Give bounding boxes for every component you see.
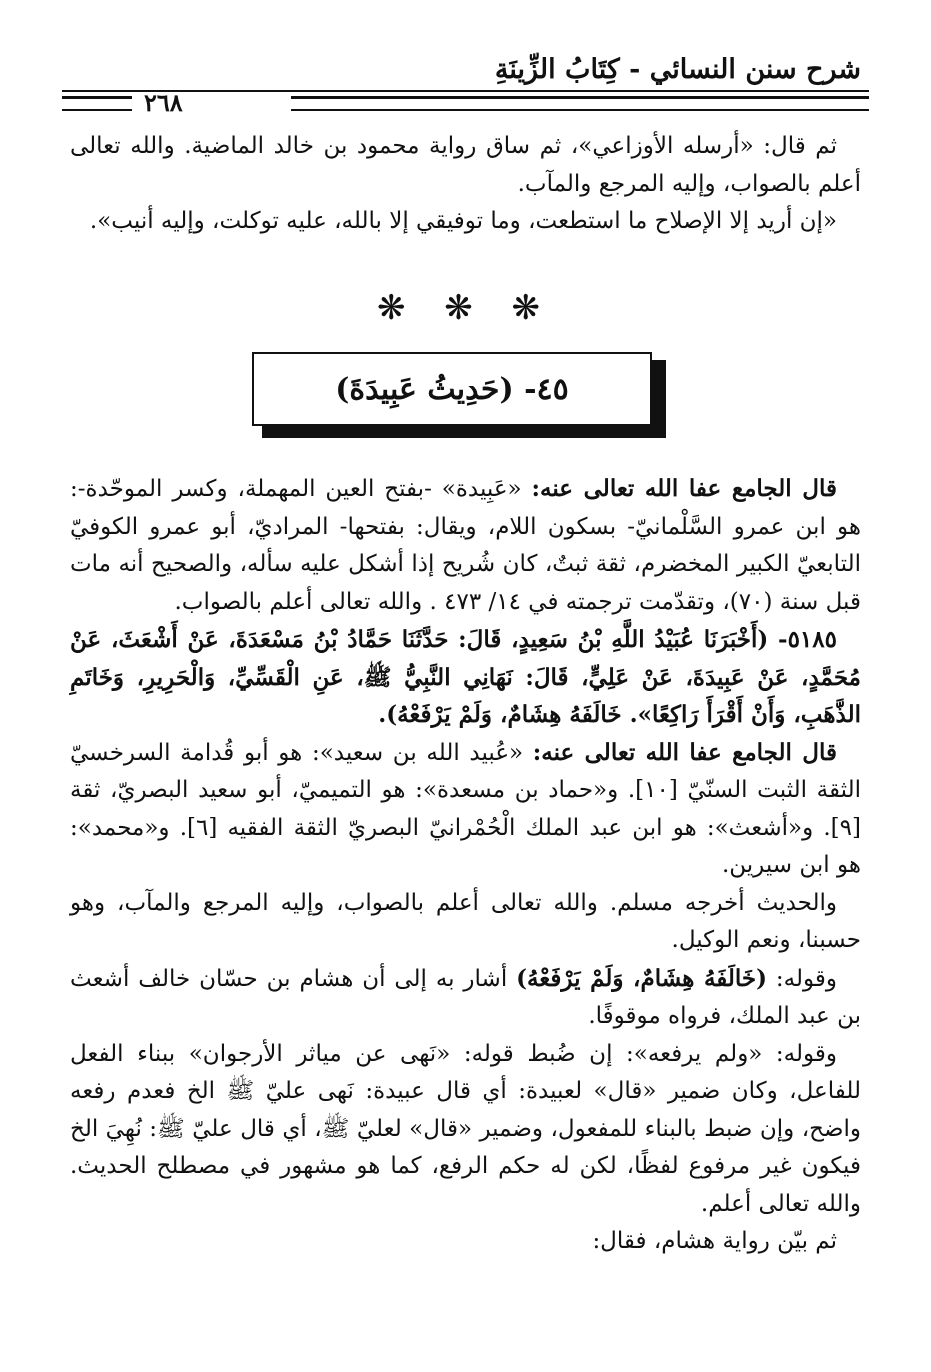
commentary-paragraph-1 [70,470,861,621]
commentary-paragraph-6: ثم بيّن رواية هشام، فقال: [592,1228,837,1254]
commentary-text: «عُبيد الله بن سعيد»: هو أبو قُدامة السرخسيّ الثقة الثبت السنّيّ [١٠]. و«حماد بن مسعدة»: هو التميميّ، أبو سعيد البصريّ، ثقة [٩]. و«أشعث»: هو ابن عبد الملك الْحُمْرانيّ البصريّ الثقة الفقيه [٦]. و«محمد»: هو ابن سيرين. [70,739,861,878]
page-number: ٢٦٨ [144,88,183,117]
section-title: ٤٥- (حَدِيثُ عَبِيدَةَ) [335,371,569,407]
quoted-phrase: (خَالَفَهُ هِشَامٌ، وَلَمْ يَرْفَعْهُ) [516,964,768,992]
header-double-rule-left [62,96,132,111]
section-title-box [252,352,652,426]
running-title: شرح سنن النسائي - كِتَابُ الزِّينَةِ [494,54,861,85]
section-separator: ❋ ❋ ❋ [376,288,555,328]
main-text [70,470,861,1261]
commentary-paragraph-4 [70,960,861,1036]
hadith-text: ٥١٨٥- (أَخْبَرَنَا عُبَيْدُ اللَّهِ بْنُ سَعِيدٍ، قَالَ: حَدَّثَنَا حَمَّادُ بْنُ مَسْعَدَةَ، عَنْ أَشْعَثَ، عَنْ مُحَمَّدٍ، عَنْ عَبِيدَةَ، عَنْ عَلِيٍّ، قَالَ: نَهَانِي النَّبِيُّ ﷺ، عَنِ الْقَسِّيِّ، وَالْحَرِيرِ، وَخَاتَمِ الذَّهَبِ، وَأَنْ أَقْرَأَ رَاكِعًا». خَالَفَهُ هِشَامٌ، وَلَمْ يَرْفَعْهُ). [70,626,861,728]
commentary-paragraph-2 [70,734,861,885]
commentary-text: «عَبِيدة» -بفتح العين المهملة، وكسر الموحّدة-: هو ابن عمرو السَّلْمانيّ- بسكون اللام، ويقال: بفتحها- المراديّ، أبو عمرو الكوفيّ التابعيّ الكبير المخضرم، ثقة ثبتٌ، كان شُريح إذا أشكل عليه سأله، والصحيح أنه مات قبل سنة (٧٠)، وتقدّمت ترجمته في ١٤/ ٤٧٣ . والله تعالى أعلم بالصواب. [70,476,861,615]
intro-text [70,128,861,241]
header-rules [62,88,869,117]
page-header [62,52,869,117]
commentary-paragraph-5: وقوله: «ولم يرفعه»: إن ضُبط قوله: «نَهى عن مياثر الأرجوان» ببناء الفعل للفاعل، وكان ضمير «قال» لعبيدة: أي قال عبيدة: نَهى عليّ ﷺ الخ فعدم رفعه واضح، وإن ضبط بالبناء للمفعول، وضمير «قال» لعليّ ﷺ، أي قال عليّ ﷺ: نُهِيَ الخ فيكون غير مرفوع لفظًا، لكن له حكم الرفع، كما هو مشهور في مصطلح الحديث. والله تعالى أعلم. [70,1040,861,1217]
intro-paragraph-2: «إن أريد إلا الإصلاح ما استطعت، وما توفيقي إلا بالله، عليه توكلت، وإليه أنيب». [89,208,837,234]
commentary-lead: قال الجامع عفا الله تعالى عنه: [532,738,837,766]
header-double-rule-right [291,96,869,111]
commentary-paragraph-3: والحديث أخرجه مسلم. والله تعالى أعلم بالصواب، وإليه المرجع والمآب، وهو حسبنا، ونعم الوكيل. [70,889,861,953]
commentary-prefix: وقوله: [767,965,837,992]
intro-paragraph-1: ثم قال: «أرسله الأوزاعي»، ثم ساق رواية محمود بن خالد الماضية. والله تعالى أعلم بالصواب، وإليه المرجع والمآب. [70,133,861,197]
commentary-text: أشار به إلى أن هشام بن حسّان خالف أشعث بن عبد الملك، فرواه موقوفًا. [70,965,861,1029]
commentary-lead: قال الجامع عفا الله تعالى عنه: [531,475,837,502]
